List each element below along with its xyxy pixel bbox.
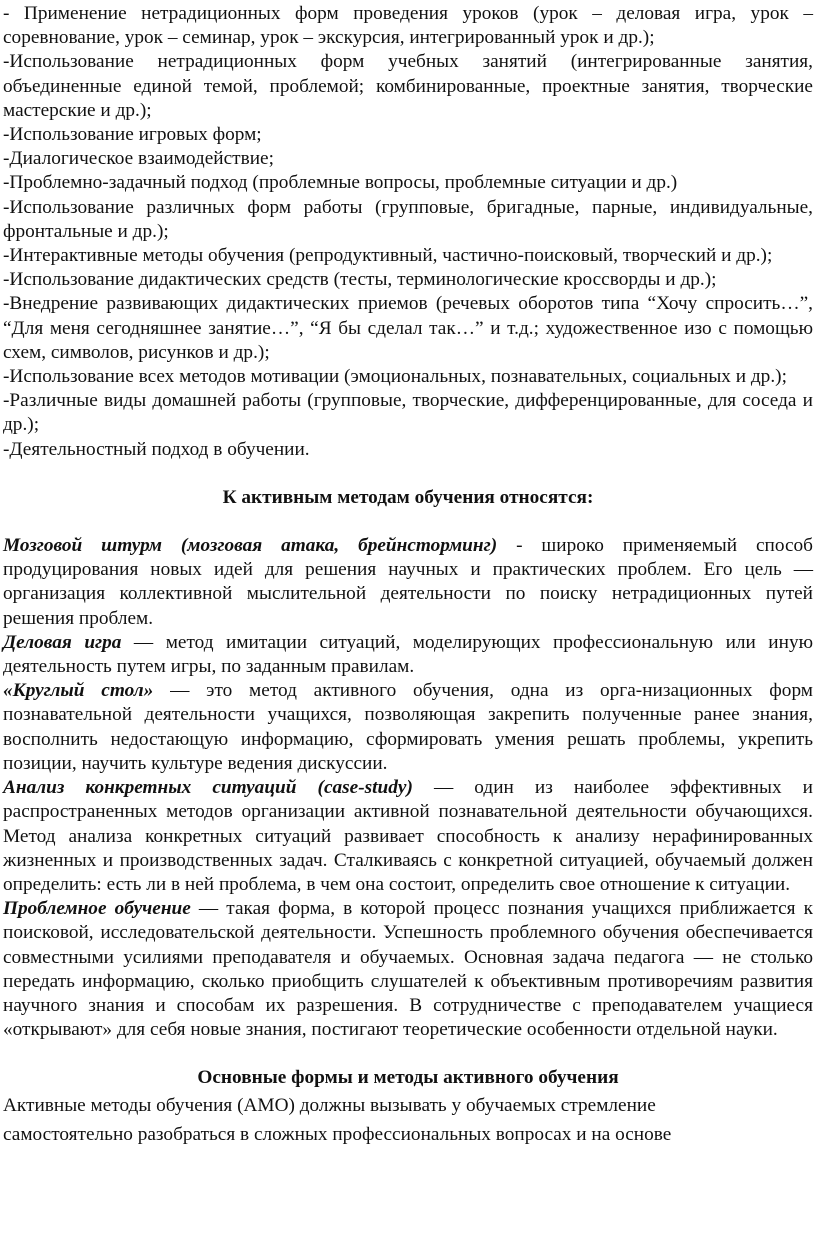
definition-text: - широко применяемый способ продуцирования новых идей для решения научных и практических проблем. Его цель — организация коллективной мыслительной деятельности по поиску нетрадиционных путей решения проблем. xyxy=(3,535,813,629)
list-item: -Интерактивные методы обучения (репродуктивный, частично-поисковый, творческий и др.); xyxy=(3,245,773,267)
list-item: -Использование игровых форм; xyxy=(3,124,262,146)
spacer xyxy=(3,510,813,534)
section-heading-active-methods: К активным методам обучения относятся: xyxy=(222,486,594,508)
definition-term: «Круглый стол» xyxy=(3,680,154,702)
list-item: -Проблемно-задачный подход (проблемные вопросы, проблемные ситуации и др.) xyxy=(3,172,678,194)
list-item: -Использование различных форм работы (групповые, бригадные, парные, индивидуальные, фронтальные и др.); xyxy=(3,196,813,242)
list-item: -Использование нетрадиционных форм учебных занятий (интегрированные занятия, объединенные единой темой, проблемой; комбинированные, проектные занятия, творческие мастерские и др.); xyxy=(3,51,813,121)
definition-term: Анализ конкретных ситуаций (case-study) xyxy=(3,777,413,799)
definition-term: Мозговой штурм (мозговая атака, брейнсторминг) xyxy=(3,535,498,557)
list-item: -Использование дидактических средств (тесты, терминологические кроссворды и др.); xyxy=(3,269,717,291)
definition-text: — метод имитации ситуаций, моделирующих профессиональную или иную деятельность путем игры, по заданным правилам. xyxy=(3,631,813,678)
list-item: -Диалогическое взаимодействие; xyxy=(3,148,274,170)
definition-round-table xyxy=(3,679,813,776)
spacer xyxy=(3,462,813,486)
definition-text: — такая форма, в которой процесс познания учащихся приближается к поисковой, исследовательской деятельности. Успешность проблемного обучения обеспечивается совместными усилиями преподавателя и обучаемых. Основная задача педагога — не столько передать информацию, сколько приобщить слушателей к объективным противоречиям развития научного знания и способам их разрешения. В сотрудничестве с преподавателем учащиеся «открывают» для себя новые знания, постигают теоретические особенности отдельной науки. xyxy=(3,898,813,1041)
definition-brainstorm xyxy=(3,534,813,631)
definition-case-study xyxy=(3,776,813,897)
list-item: -Использование всех методов мотивации (эмоциональных, познавательных, социальных и др.); xyxy=(3,366,787,388)
closing-line: самостоятельно разобраться в сложных профессиональных вопросах и на основе xyxy=(3,1123,672,1145)
section-heading-forms: Основные формы и методы активного обучения xyxy=(197,1067,619,1089)
definition-text: — один из наиболее эффективных и распространенных методов организации активной познавательной деятельности обучающихся. Метод анализа конкретных ситуаций развивает способность к анализу нерафинированных жизненных и производственных задач. Сталкиваясь с конкретной ситуацией, обучаемый должен определить: есть ли в ней проблема, в чем она состоит, определить свое отношение к ситуации. xyxy=(3,777,813,895)
list-item: -Внедрение развивающих дидактических приемов (речевых оборотов типа “Хочу спросить…”, “Для меня сегодняшнее занятие…”, “Я бы сделал так…” и т.д.; художественное изо с помощью схем, символов, рисунков и др.); xyxy=(3,293,813,363)
definition-text: — это метод активного обучения, одна из орга-низационных форм познавательной деятельности учащихся, позволяющая закрепить полученные ранее знания, восполнить недостающую информацию, сформировать умения решать проблемы, укрепить позиции, научить культуре ведения дискуссии. xyxy=(3,680,813,774)
definition-business-game xyxy=(3,631,813,679)
list-item: - Применение нетрадиционных форм проведения уроков (урок – деловая игра, урок – соревнование, урок – семинар, урок – экскурсия, интегрированный урок и др.); xyxy=(3,3,813,49)
closing-line: Активные методы обучения (АМО) должны вызывать у обучаемых стремление xyxy=(3,1094,656,1116)
list-item: -Различные виды домашней работы (групповые, творческие, дифференцированные, для соседа и др.); xyxy=(3,390,813,436)
definition-problem-learning xyxy=(3,897,813,1042)
list-item: -Деятельностный подход в обучении. xyxy=(3,438,310,460)
definition-term: Деловая игра xyxy=(3,631,122,653)
spacer xyxy=(3,1042,813,1066)
definition-term: Проблемное обучение xyxy=(3,898,191,920)
